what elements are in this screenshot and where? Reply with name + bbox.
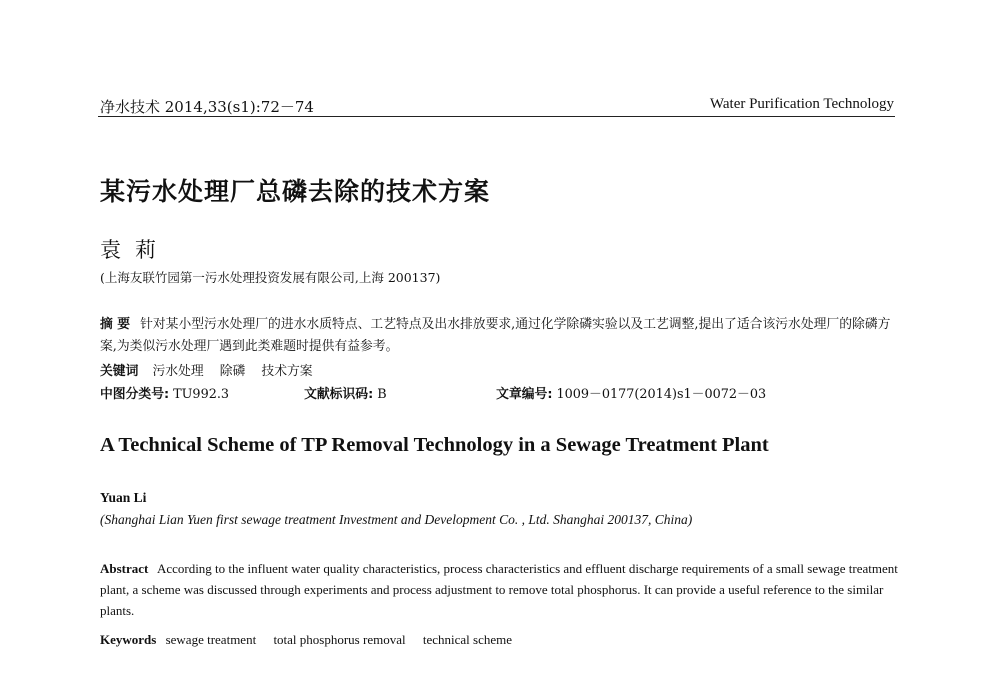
- english-keyword: total phosphorus removal: [273, 632, 406, 647]
- english-author: Yuan Li: [100, 490, 147, 505]
- clc-label: 中图分类号:: [100, 387, 170, 402]
- english-keyword: technical scheme: [422, 632, 512, 647]
- chinese-keywords: [100, 360, 325, 379]
- chinese-author: 袁莉: [100, 238, 170, 262]
- header-divider: [98, 116, 895, 117]
- chinese-affiliation: (上海友联竹园第一污水处理投资发展有限公司,上海 200137): [100, 270, 441, 285]
- chinese-keywords-label: 关键词: [100, 364, 139, 379]
- chinese-abstract: [100, 314, 895, 358]
- english-title: A Technical Scheme of TP Removal Technology in a Sewage Treatment Plant: [100, 434, 769, 456]
- english-affiliation: (Shanghai Lian Yuen first sewage treatment Investment and Development Co. , Ltd. Shanghai 200137, China): [100, 512, 693, 527]
- doc-code-label: 文献标识码:: [304, 387, 374, 402]
- classification-line: [100, 383, 766, 402]
- english-keywords-label: Keywords: [100, 632, 157, 647]
- english-abstract: [100, 558, 900, 621]
- english-abstract-text: According to the influent water quality characteristics, process characteristics and effluent discharge requirements of a small sewage treatment plant, a scheme was discussed through experiments and process adjustment to remove total phosphorus. It can provide a useful reference to the similar plants.: [100, 561, 898, 618]
- journal-citation: 净水技术 2014,33(s1):72－74: [100, 98, 314, 116]
- clc-value: TU992.3: [173, 387, 230, 402]
- doc-code-value: B: [377, 387, 387, 402]
- english-keyword: sewage treatment: [165, 632, 257, 647]
- article-id-value: 1009－0177(2014)s1－0072－03: [556, 387, 767, 402]
- article-id-label: 文章编号:: [496, 387, 553, 402]
- chinese-keyword: 除磷: [219, 364, 246, 379]
- chinese-abstract-text: 针对某小型污水处理厂的进水水质特点、工艺特点及出水排放要求,通过化学除磷实验以及工艺调整,提出了适合该污水处理厂的除磷方案,为类似污水处理厂遇到此类难题时提供有益参考。: [100, 317, 891, 354]
- chinese-keyword: 技术方案: [261, 364, 313, 379]
- chinese-abstract-label: 摘 要: [100, 317, 131, 332]
- english-keywords: [100, 632, 526, 648]
- english-abstract-label: Abstract: [100, 561, 149, 576]
- chinese-title: 某污水处理厂总磷去除的技术方案: [100, 177, 491, 206]
- journal-english-name: Water Purification Technology: [709, 96, 894, 112]
- chinese-keyword: 污水处理: [152, 364, 204, 379]
